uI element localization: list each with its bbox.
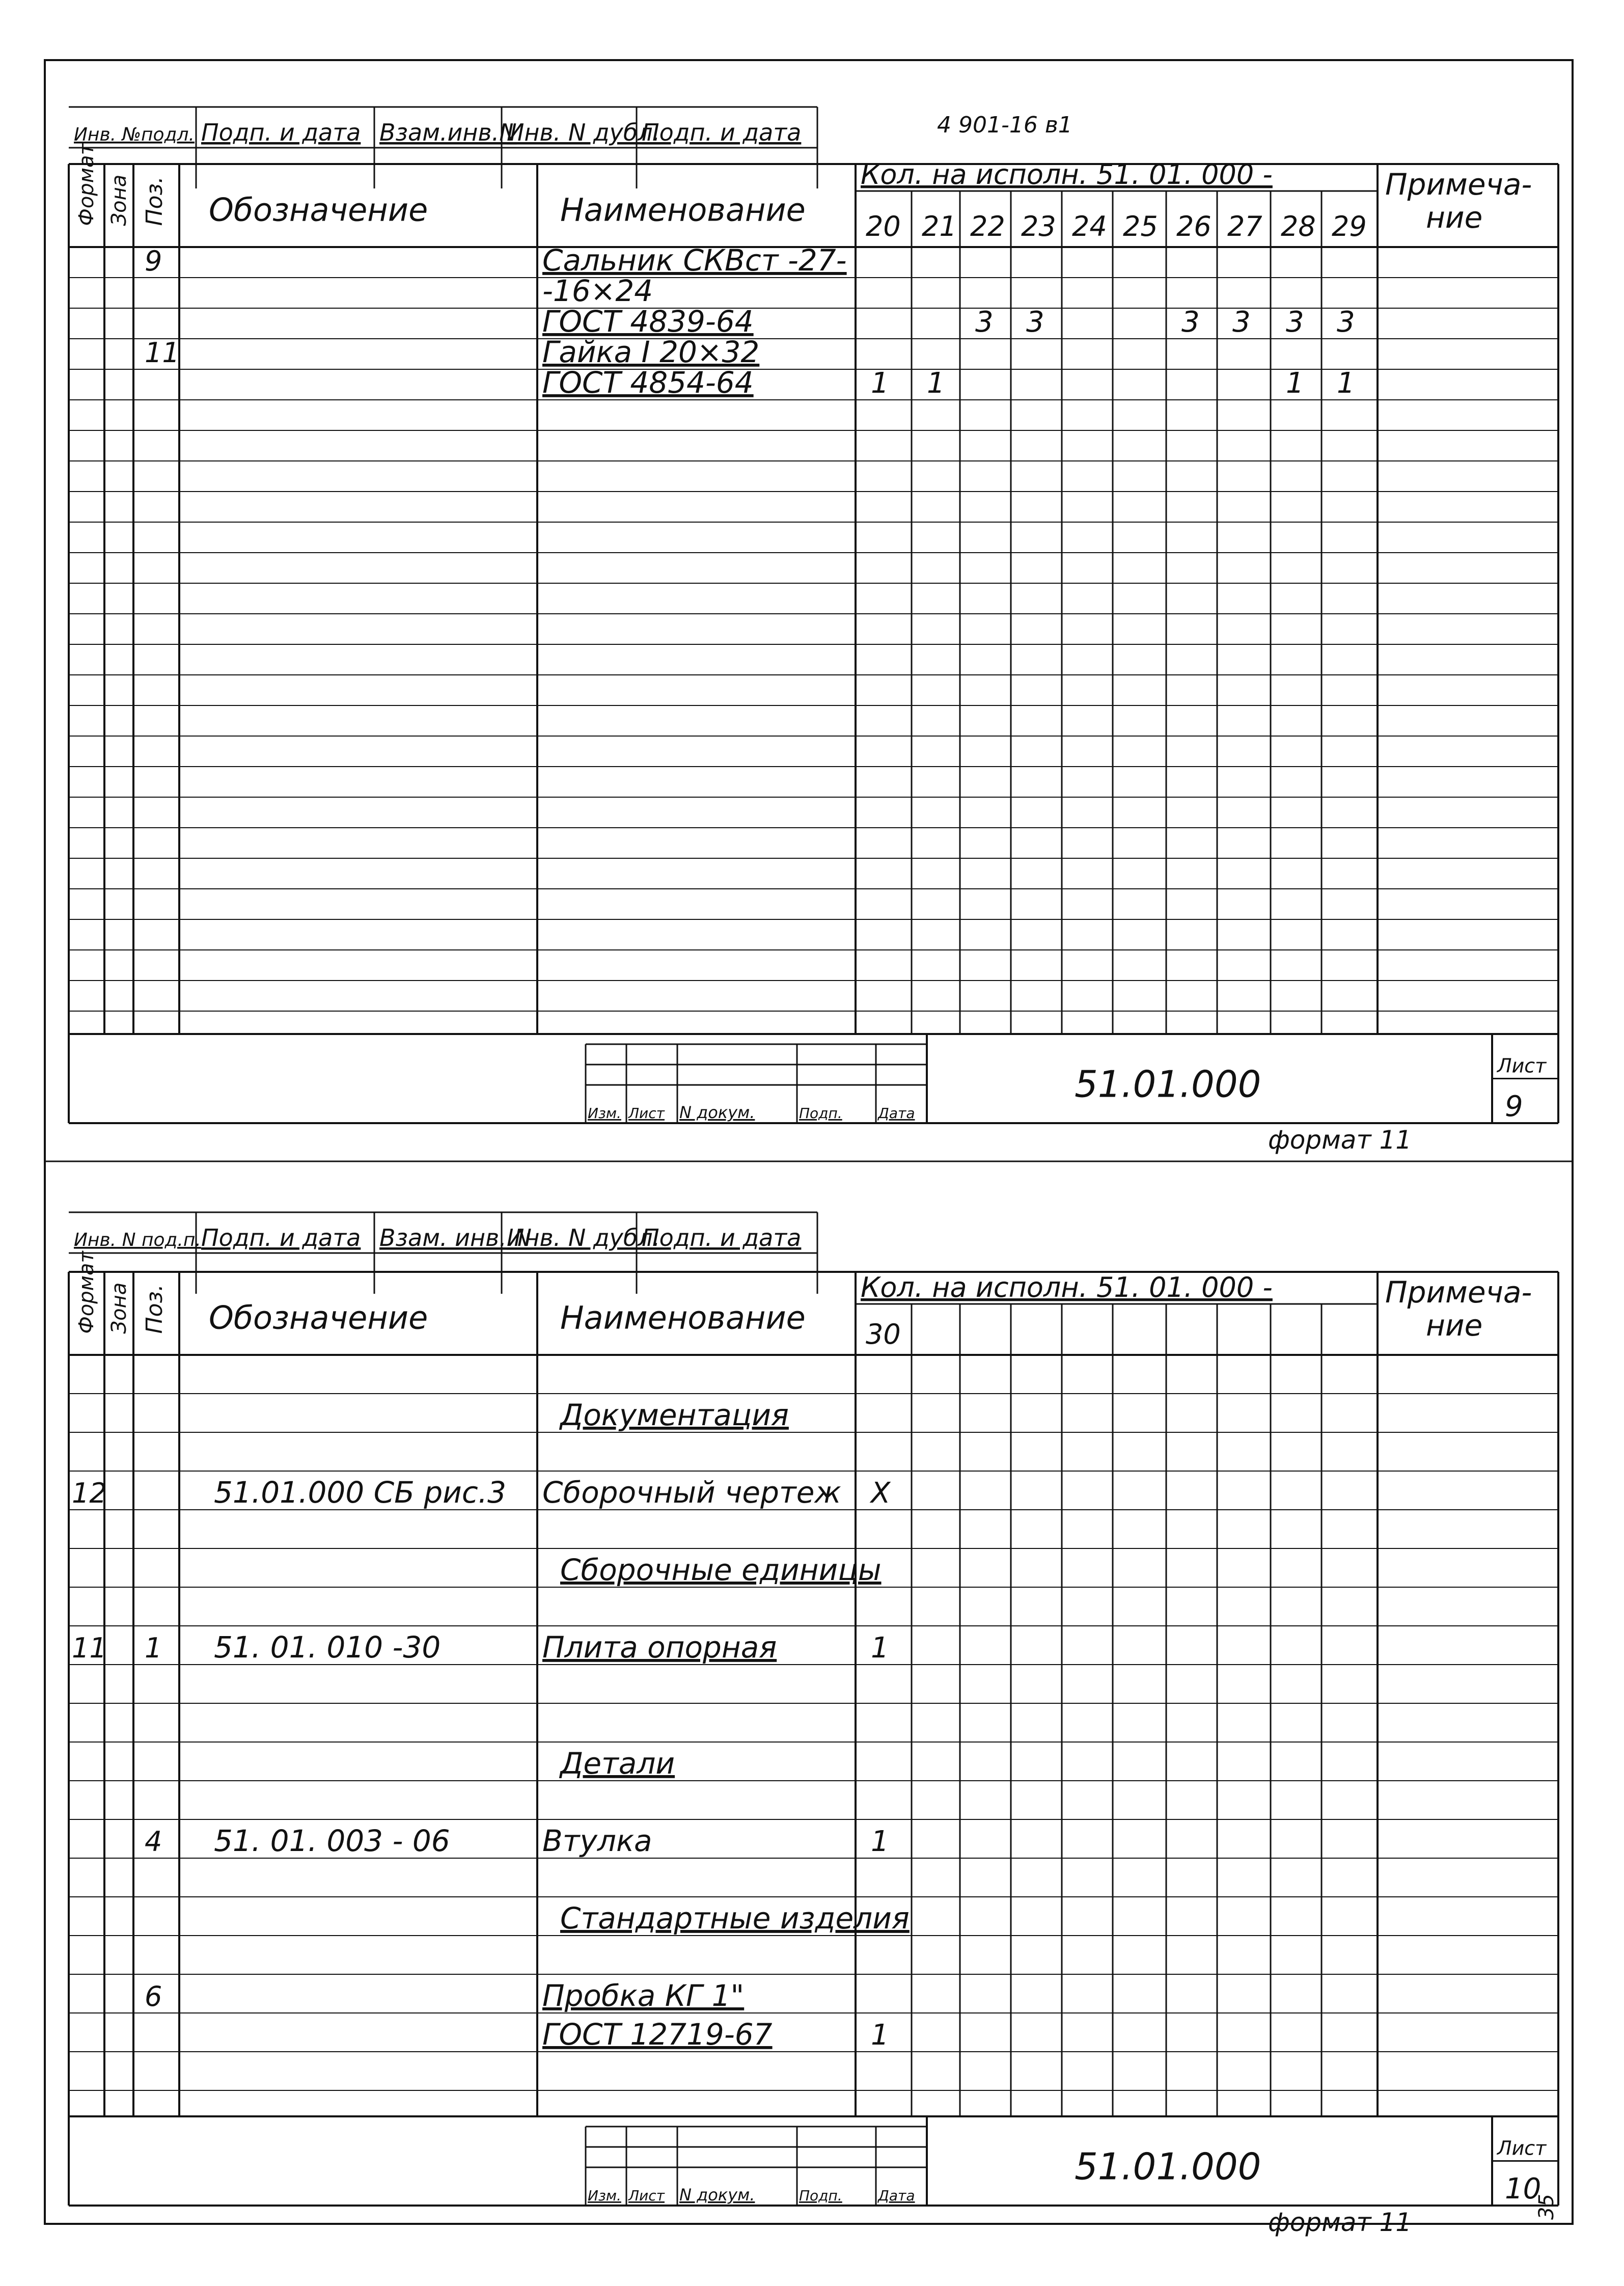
qty-caption: Кол. на исполн. 51. 01. 000 - <box>861 1271 1273 1303</box>
sheet-label: Лист <box>1497 2137 1547 2160</box>
header-note: 4 901-16 в1 <box>937 112 1072 138</box>
row-qty: 1 <box>871 2019 889 2052</box>
row-pos: 4 <box>145 1826 162 1858</box>
qty-header-1: 21 <box>922 210 957 242</box>
row-name: Втулка <box>542 1824 652 1858</box>
qty-header-0: 30 <box>866 1318 901 1350</box>
row-pos: 11 <box>145 337 180 369</box>
row-qty: 1 <box>871 367 889 400</box>
doc-number: 51.01.000 <box>1075 2145 1261 2188</box>
column-name-label: Наименование <box>560 1299 806 1337</box>
qty-header-5: 25 <box>1123 210 1158 242</box>
column-note-label: Примеча- <box>1385 167 1532 202</box>
column-note-label-2: ние <box>1426 200 1483 235</box>
column-note-label: Примеча- <box>1385 1275 1532 1310</box>
tb-label: Лист <box>628 1105 665 1122</box>
row-pos: 6 <box>145 1980 162 2012</box>
column-pos-label: Поз. <box>142 1284 168 1334</box>
row-name: Детали <box>560 1746 675 1781</box>
spec-sheet-2 <box>69 1212 1558 2237</box>
stamp-label: Подп. и дата <box>642 119 802 146</box>
spec-sheet-1 <box>69 107 1558 1155</box>
column-designation-label: Обозначение <box>209 1299 428 1337</box>
column-name-label: Наименование <box>560 191 806 229</box>
row-name: Сборочные единицы <box>560 1553 882 1587</box>
qty-header-4: 24 <box>1072 210 1107 242</box>
row-format: 12 <box>72 1477 107 1509</box>
row-qty: 3 <box>975 306 994 339</box>
column-format-label: Формат <box>75 1251 98 1334</box>
row-designation: 51. 01. 003 - 06 <box>214 1824 450 1858</box>
row-qty: 3 <box>1286 306 1304 339</box>
qty-header-7: 27 <box>1227 210 1262 242</box>
row-name: Стандартные изделия <box>560 1901 910 1936</box>
row-name: Документация <box>560 1398 789 1432</box>
side-page-number: 35 <box>1535 2194 1558 2220</box>
row-name: Сальник СКВст -27- <box>542 243 847 278</box>
tb-label: Дата <box>878 2187 915 2204</box>
stamp-label: Подп. и дата <box>201 1224 361 1251</box>
row-pos: 1 <box>145 1632 162 1664</box>
row-designation: 51. 01. 010 -30 <box>214 1630 441 1665</box>
qty-header-8: 28 <box>1281 210 1316 242</box>
column-zone-label: Зона <box>107 174 131 226</box>
row-pos: 9 <box>145 245 162 277</box>
tb-label: Подп. <box>799 1105 842 1122</box>
tb-label: Лист <box>628 2187 665 2204</box>
row-name: Пробка КГ 1" <box>542 1978 745 2013</box>
row-name: Плита опорная <box>542 1630 777 1665</box>
qty-header-0: 20 <box>866 210 901 242</box>
stamp-label: Подп. и дата <box>201 119 361 146</box>
stamp-label: Инв. N дубл. <box>507 119 660 146</box>
stamp-label: Инв. N дубл. <box>507 1224 660 1251</box>
format-label: формат 11 <box>1268 2208 1412 2237</box>
sheet-label: Лист <box>1497 1054 1547 1077</box>
stamp-label: Подп. и дата <box>642 1224 802 1251</box>
row-qty: 3 <box>1026 306 1044 339</box>
tb-label: Изм. <box>588 1105 621 1122</box>
row-qty: X <box>871 1477 891 1510</box>
column-designation-label: Обозначение <box>209 191 428 229</box>
qty-header-6: 26 <box>1176 210 1212 242</box>
row-name: Сборочный чертеж <box>542 1475 841 1510</box>
row-qty: 1 <box>871 1631 889 1665</box>
qty-caption: Кол. на исполн. 51. 01. 000 - <box>861 158 1273 190</box>
sheet-number: 9 <box>1505 1090 1523 1123</box>
doc-number: 51.01.000 <box>1075 1063 1261 1106</box>
row-name: ГОСТ 12719-67 <box>542 2017 773 2052</box>
tb-label: N докум. <box>679 1103 755 1122</box>
column-note-label-2: ние <box>1426 1308 1483 1343</box>
column-zone-label: Зона <box>107 1282 131 1334</box>
sheet-number: 10 <box>1505 2172 1542 2206</box>
stamp-label: Взам.инв.N <box>379 119 517 146</box>
row-qty: 1 <box>1286 367 1304 400</box>
row-qty: 3 <box>1232 306 1251 339</box>
tb-label: Изм. <box>588 2187 621 2204</box>
row-name: Гайка I 20×32 <box>542 335 760 369</box>
row-qty: 1 <box>927 367 945 400</box>
qty-header-9: 29 <box>1332 210 1367 242</box>
tb-label: N докум. <box>679 2185 755 2205</box>
row-designation: 51.01.000 СБ рис.3 <box>214 1475 507 1510</box>
row-qty: 3 <box>1181 306 1200 339</box>
row-qty: 3 <box>1337 306 1355 339</box>
qty-header-2: 22 <box>970 210 1005 242</box>
qty-header-3: 23 <box>1021 210 1056 242</box>
row-qty: 1 <box>1337 367 1355 400</box>
stamp-label: Инв. №подл. <box>74 124 195 145</box>
stamp-label: Взам. инв. N <box>379 1224 532 1251</box>
row-name: ГОСТ 4854-64 <box>542 365 754 400</box>
row-qty: 1 <box>871 1825 889 1858</box>
tb-label: Подп. <box>799 2187 842 2204</box>
column-pos-label: Поз. <box>142 176 168 226</box>
stamp-label: Инв. N под.п. <box>74 1230 201 1250</box>
row-name: ГОСТ 4839-64 <box>542 304 754 339</box>
format-label: формат 11 <box>1268 1125 1412 1155</box>
row-format: 11 <box>72 1632 107 1664</box>
tb-label: Дата <box>878 1105 915 1122</box>
column-format-label: Формат <box>75 143 98 226</box>
row-name: -16×24 <box>542 274 653 308</box>
